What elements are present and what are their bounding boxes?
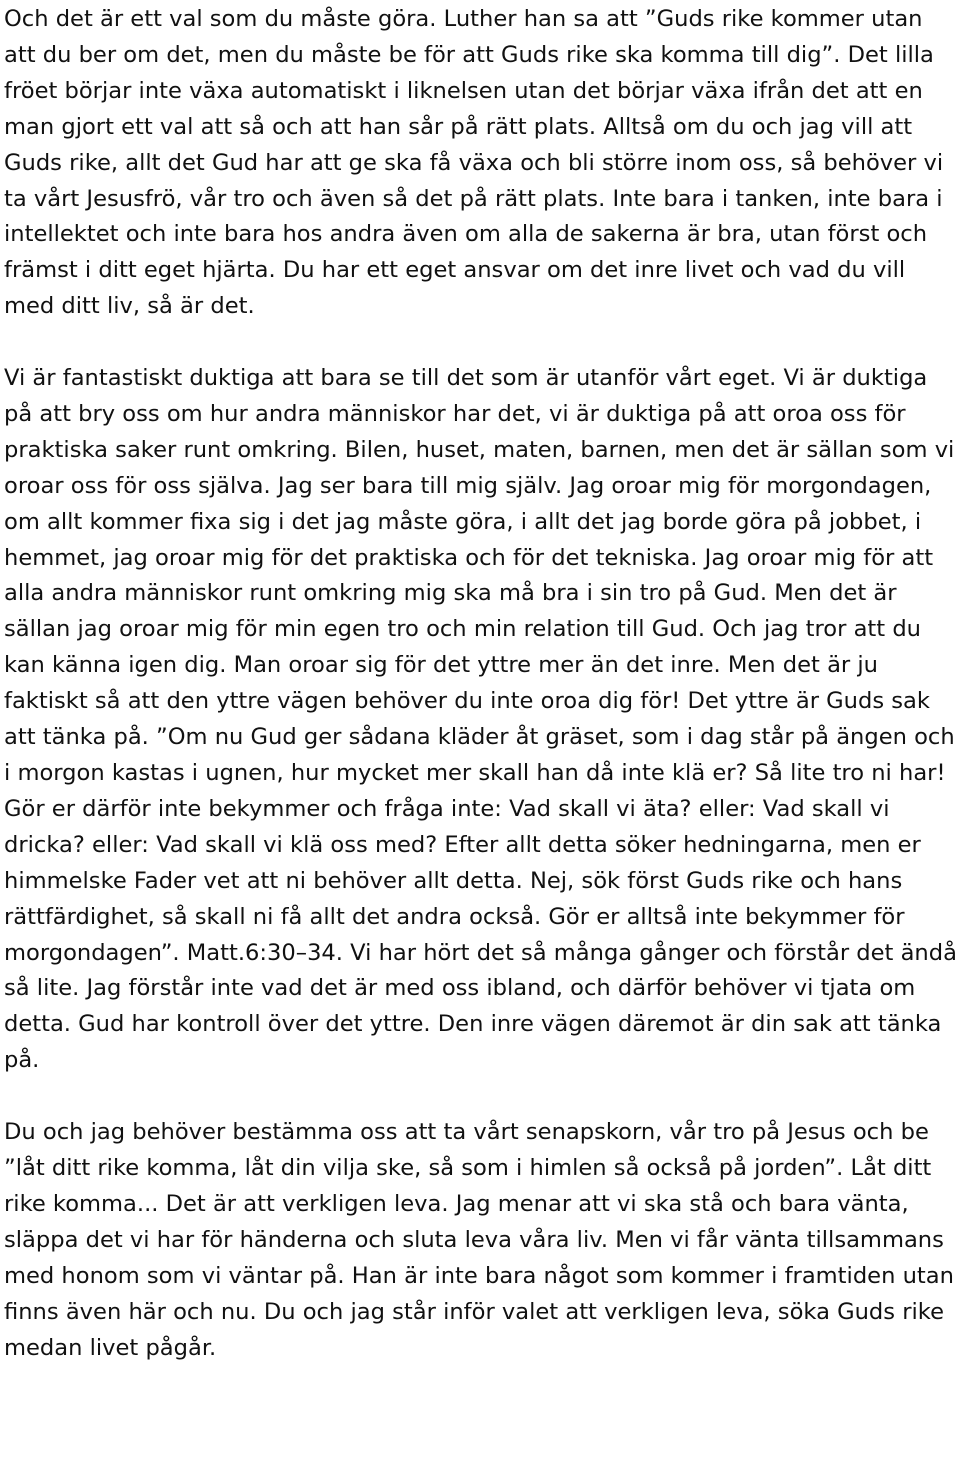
paragraph-kingdom-come: Du och jag behöver bestämma oss att ta vårt senapskorn, vår tro på Jesus och be ”låt ditt rike komma, låt din vilja ske, så som i himlen så också på jorden”. Låt ditt rike komma... Det är att verkligen leva. Jag menar att vi ska stå och bara vänta, släppa det vi har för händerna och sluta leva våra liv. Men vi får vänta tillsammans med honom som vi väntar på. Han är inte bara något som kommer i framtiden utan finns även här och nu. Du och jag står inför valet att verkligen leva, söka Guds rike medan livet pågår.	[4, 1119, 954, 1361]
document-page	[4, 0, 960, 1366]
paragraph-luther-choice: Och det är ett val som du måste göra. Luther han sa att ”Guds rike kommer utan att du ber om det, men du måste be för att Guds rike ska komma till dig”. Det lilla fröet börjar inte växa automatiskt i liknelsen utan det börjar växa ifrån det att en man gjort ett val att så och att han sår på rätt plats. Alltså om du och jag vill att Guds rike, allt det Gud har att ge ska få växa och bli större inom oss, så behöver vi ta vårt Jesusfrö, vår tro och även så det på rätt plats. Inte bara i tanken, inte bara i intellektet och inte bara hos andra även om alla de sakerna är bra, utan först och främst i ditt eget hjärta. Du har ett eget ansvar om det inre livet och vad du vill med ditt liv, så är det.	[4, 6, 944, 320]
paragraph-worry-outer-things: Vi är fantastiskt duktiga att bara se till det som är utanför vårt eget. Vi är duktiga på att bry oss om hur andra människor har det, vi är duktiga på att oroa oss för praktiska saker runt omkring. Bilen, huset, maten, barnen, men det är sällan som vi oroar oss för oss själva. Jag ser bara till mig själv. Jag oroar mig för morgondagen, om allt kommer fixa sig i det jag måste göra, i allt det jag borde göra på jobbet, i hemmet, jag oroar mig för det praktiska och för det tekniska. Jag oroar mig för att alla andra människor runt omkring mig ska må bra i sin tro på Gud. Men det är sällan jag oroar mig för min egen tro och min relation till Gud. Och jag tror att du kan känna igen dig. Man oroar sig för det yttre mer än det inre. Men det är ju faktiskt så att den yttre vägen behöver du inte oroa dig för! Det yttre är Guds sak att tänka på. ”Om nu Gud ger sådana kläder åt gräset, som i dag står på ängen och i morgon kastas i ugnen, hur mycket mer skall han då inte klä er? Så lite tro ni har! Gör er därför inte bekymmer och fråga inte: Vad skall vi äta? eller: Vad skall vi dricka? eller: Vad skall vi klä oss med? Efter allt detta söker hedningarna, men er himmelske Fader vet att ni behöver allt detta. Nej, sök först Guds rike och hans rättfärdighet, så skall ni få allt det andra också. Gör er alltså inte bekymmer för morgondagen”. Matt.6:30–34. Vi har hört det så många gånger och förstår det ändå så lite. Jag förstår inte vad det är med oss ibland, och därför behöver vi tjata om detta. Gud har kontroll över det yttre. Den inre vägen däremot är din sak att tänka på.	[4, 365, 957, 1074]
